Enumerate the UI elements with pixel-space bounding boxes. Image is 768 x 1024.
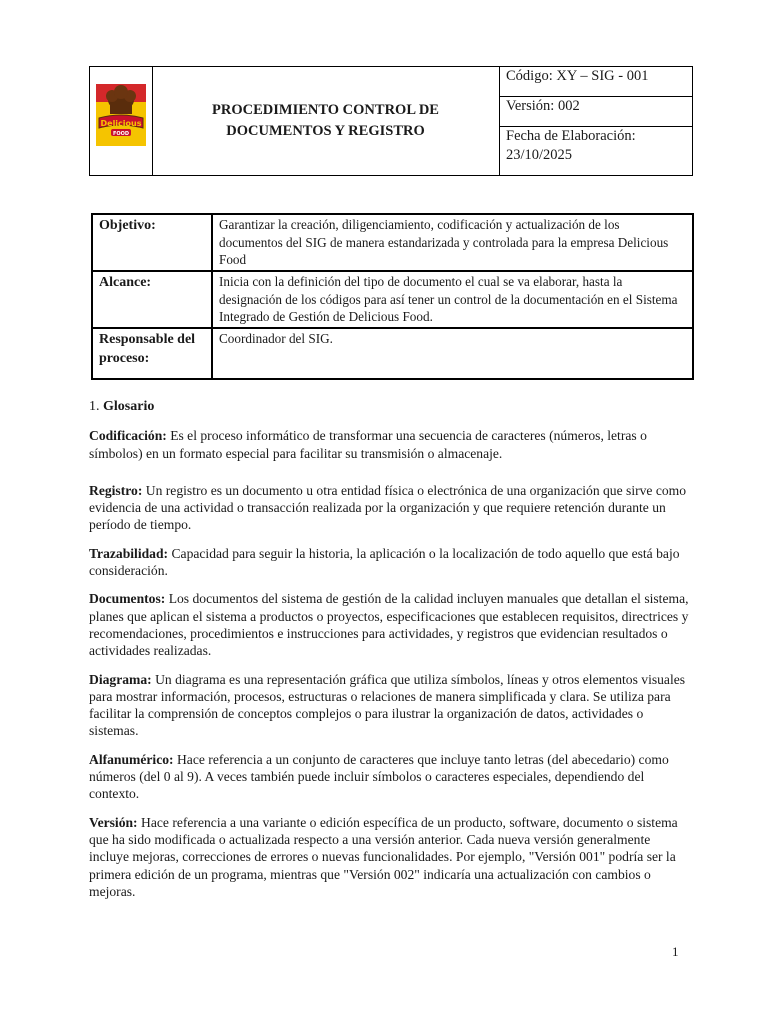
document-meta — [500, 67, 692, 175]
document-date — [500, 127, 692, 175]
document-version: Versión: 002 — [500, 97, 692, 127]
glossary-term: Trazabilidad: — [89, 545, 169, 561]
document-body — [89, 398, 689, 911]
glossary-definition: Un registro es un documento u otra entidad física o electrónica de una organización que sirve como evidencia de una actividad o transacción realizada por la organización y que requiere retención durante un período de tiempo. — [89, 482, 687, 533]
glossary-term: Documentos: — [89, 591, 166, 607]
glossary-entry — [89, 482, 689, 534]
section-number: 1. — [89, 399, 100, 414]
glossary-definition: Un diagrama es una representación gráfica que utiliza símbolos, líneas y otros elementos visuales para mostrar información, procesos, estructuras o relaciones de manera simplificada y clara. Se utiliza para facilitar la comprensión de conceptos complejos o para ilustrar la organización de datos, actividades o sistemas. — [89, 671, 686, 739]
svg-text:Delicious: Delicious — [100, 119, 142, 128]
glossary-term: Diagrama: — [89, 671, 152, 687]
glossary-entry — [89, 751, 689, 803]
glossary-term: Codificación: — [89, 428, 167, 444]
glossary-definition: Es el proceso informático de transformar una secuencia de caracteres (números, letras o símbolos) en un formato especial para facilitar su transmisión o almacenaje. — [89, 428, 647, 461]
document-title — [152, 67, 500, 175]
section-title: Glosario — [103, 399, 155, 414]
glossary-term: Versión: — [89, 814, 138, 830]
title-line-2: DOCUMENTOS Y REGISTRO — [226, 123, 425, 139]
alcance-value: Inicia con la definición del tipo de documento el cual se va elaborar, hasta la designación de los códigos para así tener un control de la documentación en el Sistema Integrado de Gestión de Delicious Food. — [219, 274, 678, 324]
responsable-label: Responsable del proceso: — [93, 329, 213, 378]
delicious-food-logo — [96, 84, 146, 146]
glossary-term: Registro: — [89, 482, 143, 498]
page-number: 1 — [672, 944, 679, 959]
glossary-heading — [89, 398, 689, 415]
glossary-term: Alfanumérico: — [89, 751, 174, 767]
responsable-value: Coordinador del SIG. — [219, 331, 333, 346]
glossary-entry — [89, 671, 689, 740]
objetivo-label: Objetivo: — [93, 215, 213, 270]
process-info-table — [91, 213, 694, 380]
glossary-entry — [89, 427, 689, 462]
objetivo-value: Garantizar la creación, diligenciamiento, codificación y actualización de los documentos del SIG de manera estandarizada y controlada para la empresa Delicious Food — [219, 217, 669, 267]
responsable-row — [93, 329, 692, 378]
glossary-definition: Los documentos del sistema de gestión de la calidad incluyen manuales que detallan el sistema, planes que aplican el sistema a productos o proyectos, especificaciones que establecen requisitos, directrices y recomendaciones, procedimientos e instrucciones para actividades, y registros que evidencian resultados o actividades realizadas. — [89, 591, 689, 659]
title-line-1: PROCEDIMIENTO CONTROL DE — [212, 102, 439, 118]
logo-cell — [90, 67, 153, 175]
alcance-row — [93, 272, 692, 329]
objetivo-row — [93, 215, 692, 272]
glossary-entry — [89, 590, 689, 659]
glossary-definition: Hace referencia a una variante o edición específica de un producto, software, documento o sistema que ha sido modificada o actualizada respecto a una versión anterior. Cada nueva versión generalmente incluye mejoras, correcciones de errores o nuevas funcionalidades. Por ejemplo, "Versión 001" podría ser la primera edición de un programa, mientras que "Versión 002" indicaría una actualización con cambios o mejoras. — [89, 814, 678, 899]
alcance-label: Alcance: — [93, 272, 213, 327]
glossary-entry — [89, 814, 689, 900]
glossary-definition: Hace referencia a un conjunto de caracteres que incluye tanto letras (del abecedario) como números (del 0 al 9). A veces también puede incluir símbolos o caracteres especiales, dependiendo del contexto. — [89, 751, 669, 802]
glossary-definition: Capacidad para seguir la historia, la aplicación o la localización de todo aquello que está bajo consideración. — [89, 545, 680, 579]
date-label: Fecha de Elaboración: — [506, 128, 636, 144]
document-header-table — [89, 66, 693, 176]
date-value: 23/10/2025 — [506, 147, 573, 163]
svg-text:FOOD: FOOD — [112, 131, 130, 137]
document-code: Código: XY – SIG - 001 — [500, 67, 692, 97]
glossary-entry — [89, 545, 689, 580]
